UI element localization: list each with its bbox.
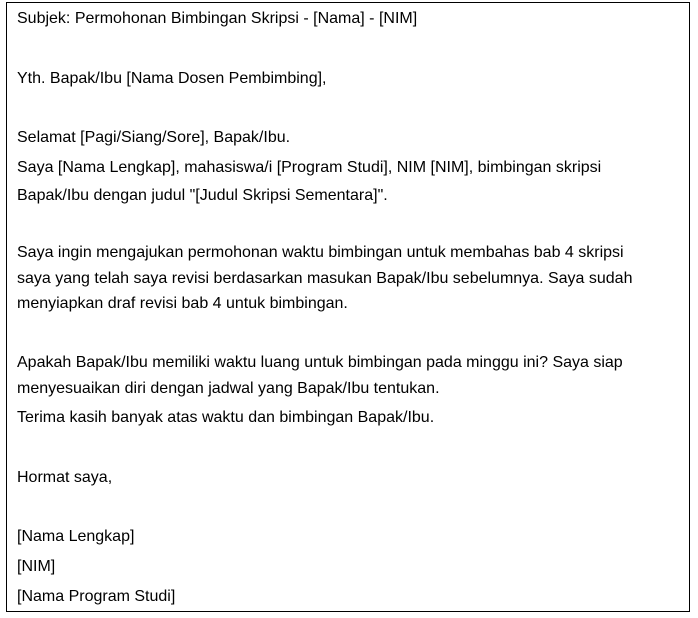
signature-program: [Nama Program Studi]	[17, 588, 176, 605]
signature-name: [Nama Lengkap]	[17, 528, 135, 545]
question-line-2: menyesuaikan diri dengan jadwal yang Bapak/Ibu tentukan.	[17, 380, 440, 397]
intro-line-1: Saya [Nama Lengkap], mahasiswa/i [Program Studi], NIM [NIM], bimbingan skripsi	[17, 159, 602, 176]
request-line-1: Saya ingin mengajukan permohonan waktu bimbingan untuk membahas bab 4 skripsi	[17, 244, 624, 261]
request-line-2: saya yang telah saya revisi berdasarkan masukan Bapak/Ibu sebelumnya. Saya sudah	[17, 270, 633, 287]
intro-line-2: Bapak/Ibu dengan judul "[Judul Skripsi Sementara]".	[17, 187, 388, 204]
question-line-1: Apakah Bapak/Ibu memiliki waktu luang untuk bimbingan pada minggu ini? Saya siap	[17, 354, 623, 371]
closing-line: Hormat saya,	[17, 469, 113, 486]
salutation-line: Selamat [Pagi/Siang/Sore], Bapak/Ibu.	[17, 129, 291, 146]
thanks-line: Terima kasih banyak atas waktu dan bimbingan Bapak/Ibu.	[17, 409, 435, 426]
request-line-3: menyiapkan draf revisi bab 4 untuk bimbingan.	[17, 295, 348, 312]
greeting-line: Yth. Bapak/Ibu [Nama Dosen Pembimbing],	[17, 70, 327, 87]
signature-nim: [NIM]	[17, 558, 56, 575]
letter-document	[6, 2, 690, 612]
subject-line: Subjek: Permohonan Bimbingan Skripsi - [Nama] - [NIM]	[17, 10, 418, 27]
